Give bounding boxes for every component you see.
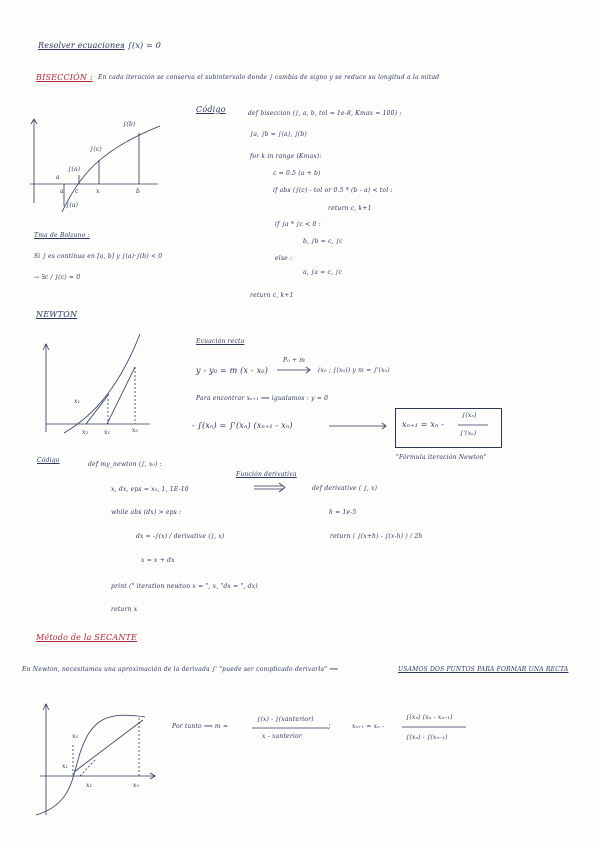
newton-code-heading: Código: [37, 457, 60, 464]
newton-graph-x0: x₀: [132, 427, 139, 434]
code-line: if abs (∫(c) - tol or 0.5 * (b - a) < tol :: [273, 187, 393, 194]
arrow-label: P₀ + m: [283, 357, 306, 364]
code-line: return c, k+1: [328, 205, 372, 212]
code-line: c = 0.5 (a + b): [273, 170, 321, 177]
code-line: if ∫a * ∫c < 0 :: [275, 221, 321, 228]
secante-highlight: USAMOS DOS PUNTOS PARA FORMAR UNA RECTA: [398, 666, 569, 673]
tangent-heading: Ecuación recta: [196, 338, 245, 345]
biseccion-code-heading: Código: [196, 105, 226, 114]
graph-label-x: x: [96, 188, 100, 195]
formula-caption: "Fórmula iteración Newton": [396, 454, 487, 461]
page-title: Resolver ecuaciones: [38, 41, 125, 50]
formula-denominator: ∫'(xₙ): [460, 430, 477, 437]
slope-denominator: x - xanterior: [262, 733, 302, 740]
secante-heading: Método de la SECANTE: [36, 633, 138, 642]
bolzano-heading: Tma de Bolzano :: [34, 232, 90, 239]
graph-label-fc: ∫(c): [90, 146, 102, 153]
graph-label-fa-mid: ∫(a): [68, 166, 81, 173]
slope-label: Por tanto ⟹ m =: [172, 723, 229, 730]
graph-label-fa: ∫(a): [66, 202, 79, 209]
code-line: else :: [275, 255, 293, 262]
secante-iter-numerator: ∫(xₙ) (xₙ - xₙ₋₁): [406, 714, 453, 721]
derivative-line: return ( ∫(x+h) - ∫(x-h) ) / 2h: [330, 533, 423, 540]
code-line: for k in range (Kmax):: [250, 153, 322, 160]
derived-equation: - ∫(xₙ) = ∫'(xₙ) (xₙ₊₁ - xₙ): [192, 421, 293, 430]
slope-numerator: ∫(x) - ∫(xanterior): [257, 716, 314, 723]
newton-graph-x2: x₂: [82, 429, 89, 436]
secante-iter-denominator: ∫(xₙ) - ∫(xₙ₋₁): [406, 734, 448, 741]
code-line: def biseccion (∫, a, b, tol = 1e-8, Kmax = 100) :: [248, 110, 402, 117]
tangent-equation: y - y₀ = m (x - x₀): [196, 366, 269, 375]
graph-label-a-left: a: [56, 174, 60, 181]
point-slope-text: (x₀ ; ∫(x₀)) y m = ∫'(x₀): [318, 367, 390, 374]
code-line: return c, k+1: [250, 292, 294, 299]
secante-graph-x0-up: x₀: [72, 733, 79, 740]
secante-graph-x1-up: x₁: [62, 763, 69, 770]
newton-graph-x1-upper: x₁: [74, 398, 81, 405]
biseccion-description: En cada iteración se conserva el subintervalo donde ∫ cambia de signo y se reduce su longitud a la mitad: [98, 74, 440, 81]
graph-label-a: a: [60, 188, 64, 195]
newton-code-line: return x: [111, 606, 138, 613]
graph-label-c: c: [75, 188, 79, 195]
biseccion-heading: BISECCIÓN :: [36, 73, 93, 82]
newton-code-line: print (" iteration newton x = ", x, "dx = ", dx): [111, 583, 258, 590]
cut-label: Para encontrar xₙ₊₁ ⟹ igualamos : y = 0: [196, 395, 329, 402]
newton-heading: NEWTON: [36, 310, 78, 319]
newton-code-line: x = x + dx: [141, 557, 175, 564]
secante-graph-x1: x₁: [86, 782, 93, 789]
derivative-line: h = 1e-5: [329, 509, 357, 516]
main-equation: : ∫(x) = 0: [122, 41, 162, 50]
formula-lhs: xₙ₊₁ = xₙ -: [402, 420, 445, 429]
graph-label-b: b: [136, 188, 141, 195]
newton-code-line: dx = -∫(x) / derivative (∫, x): [136, 533, 225, 540]
newton-code-line: def my_newton (∫, x₀) :: [88, 461, 162, 468]
code-line: a, ∫a = c, ∫c: [303, 269, 343, 276]
derivative-heading: Función derivativa: [236, 471, 297, 478]
derivative-line: def derivative ( ∫, x): [312, 485, 378, 492]
formula-numerator: ∫(xₙ): [462, 412, 477, 419]
semicolon: ;: [328, 721, 331, 730]
newton-code-line: while abs (dx) > eps :: [111, 509, 182, 516]
graph-label-fb: ∫(b): [123, 121, 136, 128]
code-line: ∫a, ∫b = ∫(a), ∫(b): [250, 131, 307, 138]
bolzano-line-2: → ∃c / ∫(c) = 0: [34, 274, 81, 281]
secante-iter-lhs: xₙ₊₁ = xₙ -: [352, 723, 385, 730]
newton-code-line: x, dx, eps = x₀, 1, 1E-10: [111, 486, 189, 493]
secante-graph-x0: x₀: [133, 782, 140, 789]
newton-graph-x1: x₁: [104, 429, 111, 436]
secante-description: En Newton, necesitamos una aproximación de la derivada ∫' "puede ser complicado derivarla" ⟹: [22, 666, 339, 673]
bolzano-line-1: Si ∫ es continua en [a, b] y ∫(a)·∫(b) < 0: [34, 253, 163, 260]
code-line: b, ∫b = c, ∫c: [303, 238, 343, 245]
